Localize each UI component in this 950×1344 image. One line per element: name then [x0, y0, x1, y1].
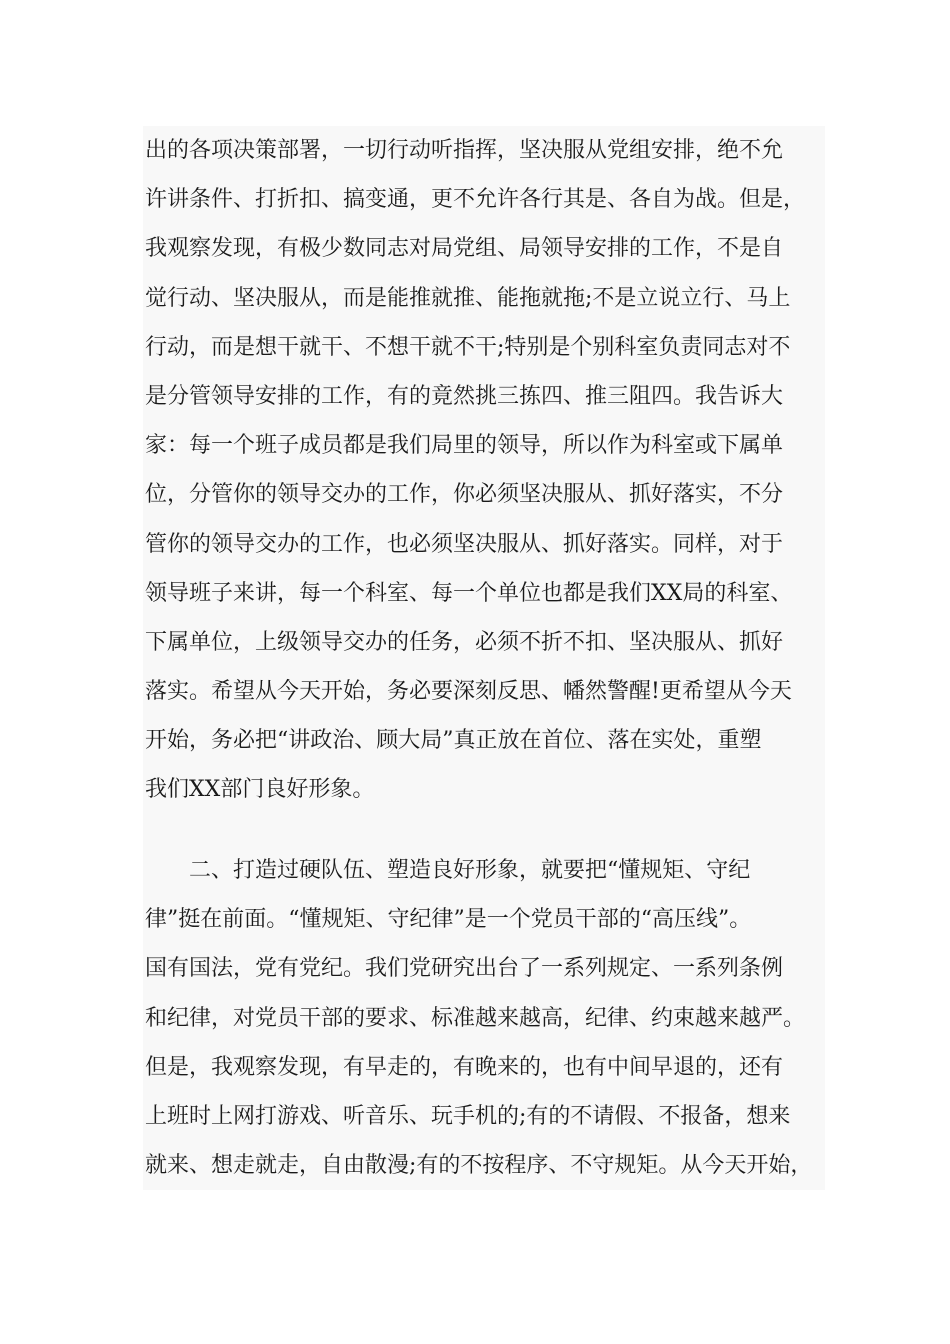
paragraph-1-line: 行动，而是想干就干、不想干就不干;特别是个别科室负责同志对不 — [145, 334, 791, 360]
paragraph-2-line: 律”挺在前面。“懂规矩、守纪律”是一个党员干部的“高压线”。 — [145, 907, 752, 933]
paragraph-2-line: 二、打造过硬队伍、塑造良好形象，就要把“懂规矩、守纪 — [189, 858, 751, 883]
paragraph-1-line: 许讲条件、打折扣、搞变通，更不允许各行其是、各自为战。但是， — [145, 187, 806, 213]
paragraph-1-line: 管你的领导交办的工作，也必须坚决服从、抓好落实。同样，对于 — [145, 531, 784, 557]
paragraph-2-line: 国有国法，党有党纪。我们党研究出台了一系列规定、一系列条例 — [145, 956, 784, 982]
paragraph-1-line: 开始，务必把“讲政治、顾大局”真正放在首位、落在实处，重塑 — [145, 728, 762, 754]
paragraph-2-line: 就来、想走就走，自由散漫;有的不按程序、不守规矩。从今天开始， — [145, 1153, 813, 1179]
paragraph-2 — [143, 846, 825, 1190]
paragraph-1-line: 是分管领导安排的工作，有的竟然挑三拣四、推三阻四。我告诉大 — [145, 383, 784, 409]
paragraph-1-line: 位，分管你的领导交办的工作，你必须坚决服从、抓好落实，不分 — [145, 482, 784, 508]
paragraph-1-line: 下属单位，上级领导交办的任务，必须不折不扣、坚决服从、抓好 — [145, 629, 784, 655]
paragraph-1-line: 落实。希望从今天开始，务必要深刻反思、幡然警醒!更希望从今天 — [145, 679, 792, 705]
paragraph-1-line: 领导班子来讲，每一个科室、每一个单位也都是我们XX局的科室、 — [145, 580, 793, 606]
paragraph-1-line: 出的各项决策部署，一切行动听指挥，坚决服从党组安排，绝不允 — [145, 138, 784, 163]
paragraph-1-line: 家：每一个班子成员都是我们局里的领导，所以作为科室或下属单 — [145, 433, 784, 459]
paragraph-2-line: 和纪律，对党员干部的要求、标准越来越高，纪律、约束越来越严。 — [145, 1005, 806, 1031]
paragraph-1-line: 我们XX部门良好形象。 — [145, 777, 375, 803]
paragraph-gap — [143, 815, 825, 846]
paragraph-1 — [143, 126, 825, 815]
paragraph-2-line: 但是，我观察发现，有早走的，有晚来的，也有中间早退的，还有 — [145, 1054, 784, 1080]
paragraph-1-line: 觉行动、坚决服从，而是能推就推、能拖就拖;不是立说立行、马上 — [145, 285, 791, 311]
paragraph-1-line: 我观察发现，有极少数同志对局党组、局领导安排的工作，不是自 — [145, 236, 784, 262]
paragraph-2-line: 上班时上网打游戏、听音乐、玩手机的;有的不请假、不报备，想来 — [145, 1103, 791, 1129]
